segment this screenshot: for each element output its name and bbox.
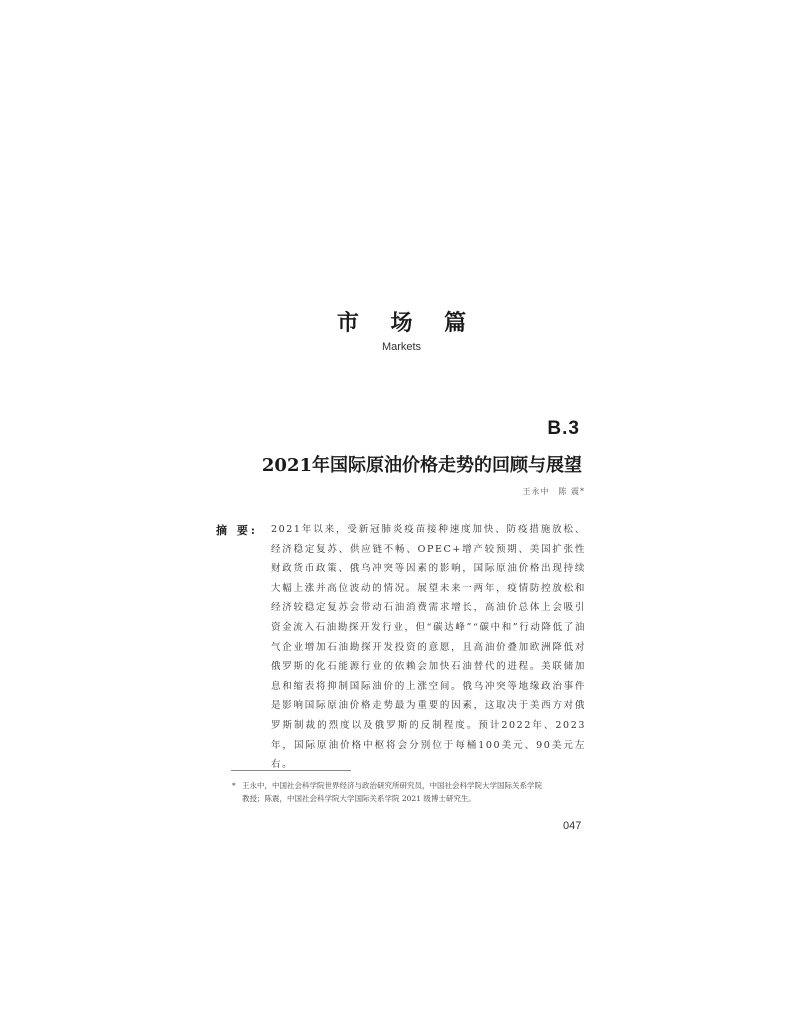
chapter-title: 2021年国际原油价格走势的回顾与展望 <box>261 455 582 476</box>
footnote-divider <box>231 770 351 771</box>
chapter-code: B.3 <box>547 418 580 439</box>
chapter-authors: 王永中 陈 震* <box>522 487 585 496</box>
abstract-text: 2021年以来，受新冠肺炎疫苗接种速度加快、防疫措施放松、经济稳定复苏、供应链不畅、OPEC+增产较预期、美国扩张性财政货币政策、俄乌冲突等因素的影响，国际原油价格出现持续大幅上涨并高位波动的情况。展望未来一两年，疫情防控放松和经济较稳定复苏会带动石油消费需求增长，高油价总体上会吸引资金流入石油勘探开发行业，但“碳达峰”“碳中和”行动降低了油气企业增加石油勘探开发投资的意愿，且高油价叠加欧洲降低对俄罗斯的化石能源行业的依赖会加快石油替代的进程。美联储加息和缩表将抑制国际油价的上涨空间。俄乌冲突等地缘政治事件是影响国际原油价格走势最为重要的因素，这取决于美西方对俄罗斯制裁的烈度以及俄罗斯的反制程度。预计2022年、2023年，国际原油价格中枢将会分别位于每桶100美元、90美元左右。 <box>271 524 586 771</box>
section-subtitle: Markets <box>381 341 422 353</box>
footnote-text-1: 王永中，中国社会科学院世界经济与政治研究所研究员，中国社会科学院大学国际关系学院 <box>242 781 542 790</box>
footnote-mark: * <box>232 781 236 790</box>
abstract-label: 摘 要: <box>216 524 258 537</box>
page-number: 047 <box>563 820 582 832</box>
footnote <box>232 779 587 805</box>
section-title: 市 场 篇 <box>336 310 479 336</box>
footnote-line-2: 教授；陈震，中国社会科学院大学国际关系学院 2021 级博士研究生。 <box>242 794 476 803</box>
footnote-line-1 <box>232 779 587 792</box>
